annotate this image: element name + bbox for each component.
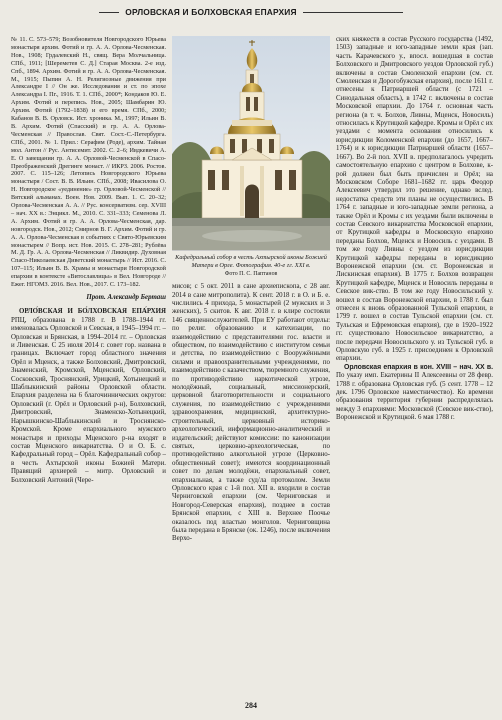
section-heading: Орловская епархия в кон. XVIII – нач. XX в.: [344, 363, 493, 371]
header-title: ОРЛОВСКАЯ И БОЛХОВСКАЯ ЕПАРХИЯ: [125, 7, 297, 17]
header-rule-left: [99, 12, 119, 13]
page-number: 284: [245, 701, 257, 710]
section-paragraph: [336, 364, 493, 423]
article-author: Прот. Александр Берташ: [86, 294, 166, 301]
section-text: По указу имп. Екатерины II Алексеевны от 28 февр. 1788 г. образована Орловская губ. (5 сент. 1778 – 12 дек. 1796 Орловское наместничество). Ко времени образования территория губернии распределялась между 3 епархиями: Московской (Севское вик-ство), Воронежской и Крутицкой. 6 мая 1788 г.: [336, 372, 493, 422]
cathedral-photo: [172, 36, 330, 251]
column-middle: [172, 36, 330, 702]
cathedral-illustration: [172, 36, 330, 250]
photo-credit: Фото П. С. Паптанов: [224, 271, 278, 278]
column-left: [11, 36, 166, 702]
entry-text: РПЦ, образована в 1788 г. В 1788–1944 гг. именовалась Орловской и Севская, в 1945–1994 гг. – Орловская и Брянская, в 1994–2014 гг. – Орловская и Ливенская. С 25 июля 2014 г. совет гор. названа в границах. Включает город областного значения Орёл и Мценск, а также Болховский, Дмитровский, Знаменский, Кромской, Мценский, Орловский, Сосковский, Троснянский, Урицкий, Хотынецкий и Шаблыкинский районы Орловской области. Епархия разделена на 6 благочиннических округов: Орловский (г. Орёл и Орловский р-н), Болховский, Дмитровский, Знаменско-Хотынецкий, Нарышкинско-Шаблыкинский и Троснянско-Кромской. Кроме епархиального мужского монастыря и приходы Мценского р-на входят в состав Мценского викариатства. О и О. Б. с. Кафедральный город – Орёл. Кафедральный собор – в честь Ахтырской иконы Божией Матери. Правящий архиерей – митр. Орловский и Болховский Антоний (Чере-: [11, 316, 166, 484]
running-header: [0, 0, 502, 24]
column-right: [336, 36, 493, 702]
header-rule-right: [303, 12, 403, 13]
entry-title: ОРЛО́ВСКАЯ И БО́ЛХОВСКАЯ ЕПА́РХИЯ: [19, 308, 166, 316]
body-paragraph: мисов; с 5 окт. 2011 в сане архиепископа, с 28 авг. 2014 в сане митрополита). К сент. 2018 г. в О. и Б. е. числились 4 прихода, 5 монастырей (2 мужских и 3 женских), 5 скитов. К авг. 2018 г. в клире состояли 146 священнослужителей. При ЕУ работают отделы: по религ. образованию и катехизации, по взаимодействию с представителями гос. власти и обществом, по взаимодействию с институтом семьи и детства, по взаимодействию с Вооружёнными силами и правоохранительными учреждениями, по взаимодействию с казачеством, тюремного служения, по противодействию наркотической угрозе, молодёжный, социальный, миссионерский, церковной благотворительности и социального служения, по взаимодействию с учреждениями здравоохранения, медицинский, архитектурно-строительный, церковный историко-археологический, информационно-аналитический и издательский; действуют комиссии: по канонизации святых, церковно-археологическая, по противодействию алкогольной угрозе (Церковно-общественный совет); имеются координационный совет по делам молодёжи, епархиальный совет, епархиальная, а также суд/ла протоколом. Земли Орловского края с 1-й пол. XII в. входили в состав Черниговской епархии (см. Черниговская и Новгород-Северская епархия), позднее в состав Брянской епархии, с XIII в. Верхнее Поочье оказалось под властью монголов. Черниговщина была передана в Брянске (ок. 1246), после включения Верхо-: [172, 283, 330, 543]
body-paragraph: ских княжеств в состав Русского государства (1492, 1503) западные и юго-западные земли края (зап. часть Карачевского у., впосл. вошедшая в состав Болховского и Дмитровского уездов Орловской губ.) включены в состав Смоленской епархии (см. ст. Смоленская и Дорогобужская епархия), после 1611 г. отнесены к Патриаршей области (с 1721 – Синодальная область), в 1742 г. включены в состав Московской епархии. До 1764 г. основная часть региона (в т. ч. Болхов, Ливны, Мценск, Новосиль) относилась к Крутицкой кафедре. Кромы и Орёл с их уездами с момента основания относились к юрисдикции Коломенской епархии (до 1657, 1667–1764) и к юрисдикции Патриаршей области (1657–1667). Во 2-й пол. XVII в. предполагалось учредить самостоятельную епархию с центром в Болхове, к-рой должен был быть причислен и Орёл; на Московском Соборе 1681–1682 гг. царь Феодор Алексеевич утвердил это решение, однако вслед. недостатка средств эти планы не осуществились. В 1764 г. западные и юго-западные земли региона, а также Орёл и Кромы с их уездами были включены в состав Севского викариатства Московской епархии, от Крутицкой кафедры в Московскую епархию переданы Болхов, Мценск и Новосиль с уездами. В том же году Ливны с уездом из юрисдикции Крутицкой кафедры переданы в юрисдикцию Воронежской епархии (см. ст. Воронежская и Лискинская епархия). В 1775 г. Болхов возвращен Крутицкой кафедре, Мценск и Новосиль переданы в Севское вик-ство. В том же году Новосильский у. вошел в состав Воронежской епархии, в 1788 г. был отнесен к вновь образованной Тульской епархии, в 1799 г. вошел в состав Тульской епархии (см. ст. Тульская и Ефремовская епархия), где в 1920–1922 гг. существовало Новосильское викариатство, а после передачи Новосильского у. из Тульской губ. в Орловскую губ. в 1925 г. присоединен к Орловской епархии.: [336, 36, 493, 363]
entry-paragraph: [11, 308, 166, 485]
bibliography-references: № 11. С. 573–579; Возобновителя Новгородского Юрьева монастыря архим. Фотий и гр. А. А. Орлова-Чесменская. Нов., 1908; Грдалевский Н., свящ. Вера Молчальница. СПб., 1911; [Шереметев С. Д.] Старая Москва. 2-е изд. Спб., 1894. Архим. Фотий и гр. А. А. Орлова-Чесменская. М., 1915; Пыпин А. Н. Религиозные движения при Александре I // Он же. Исследования и ст. по эпохе Александра I. Пг., 1916. Т. 1. СПб., 2000*; Кондаков Ю. Е. Архим. Фотий и перепись. Нов., 2005; Шамбарин Ю. Архим. Фотий (1792–1838) и его время. СПб., 2000; Кабанов В. В. Орловск. Ист. хроника. М., 1997; Ильин В. В. Архим. Фотий (Спасский) и гр. А. А. Орлова-Чесменская // Православ. Свят. Сост.-С.-Петербурга. СПб., 2001. № 1. Прил.: Серафим (Роде), архим. Тайная мол. Антон // Рус. Антисемит. 2002. С. 2–6; Ивдкевичи А. Е. О завещании гр. А. А. Орловой-Чесменской в Спасо-Преображенский Дрегинге монаст. // ИКРЗ. 2006. Ростов. 2007. С. 115–126; Летопись Новгородского Юрьева монастыря / Сост. В. В. Ильин. СПб., 2008; Ивасилова О. Н. Новгородское «уединение» гр. Орловой-Чесменской // Вятский альманах. Воен. Нов. 2009. Вып. 1. С. 20–32; Орлова-Чесменская А. А. // Рус. консерватизм. сер. XVIII – нач. XX в.: Энцикл. М., 2010. С. 331–333; Семенова Л. А. Архим. Фотий и гр. А. А. Орлова-Чесменская, дар. новгородск. Нов., 2012; Смирнов В. Г. Архим. Фотий и гр. А. А. Орлова-Чесменская в событиях с Свято-Юрьевским монастырем // Вопр. ист. Нов. 2015. С. 278–281; Рублёва М. Д. Гр. А. А. Орлова-Чесменская // Ликвидир. Духовная Спасо-Николаевская Диветский монастырь // Ист. 2016. С. 107–115; Ильин В. В. Храмы и монастыри Новгородской епархии в контексте «Витославлицы» в Вел. Новгороде // Ежег. НГОМЗ. 2016. Вел. Нов., 2017. С. 173–182.: [11, 36, 166, 289]
figure-caption: Кафедральный собор в честь Ахтырской иконы Божией Матери в Орле. Фотография. 40-е гг. XXI в.: [175, 254, 327, 269]
